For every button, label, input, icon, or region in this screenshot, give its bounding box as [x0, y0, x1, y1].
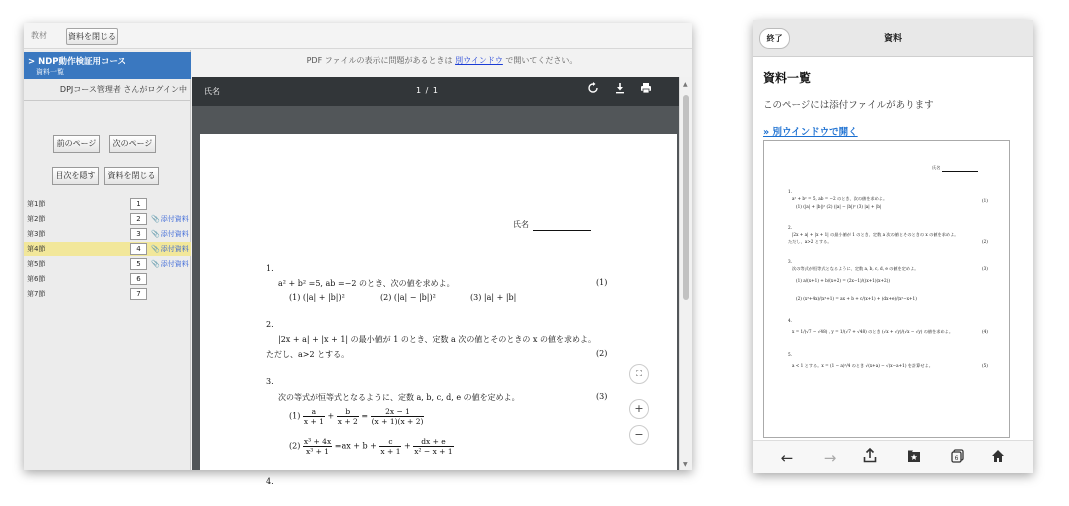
tabs-icon[interactable]: [946, 448, 968, 468]
thumb-q4-statement: x = 1/(√7 − √48) , y = 1/(√7 + √48) のとき (√x + √y)/(√x − √y) の値を求めよ。: [792, 329, 954, 334]
bookmark-icon[interactable]: [903, 448, 925, 468]
sidebar: [24, 50, 191, 470]
section-label: 第1節: [27, 200, 46, 208]
section-row: [24, 272, 191, 286]
next-page-button[interactable]: 次のページ: [109, 135, 156, 153]
hide-toc-button[interactable]: 目次を隠す: [52, 167, 99, 185]
close-material-button[interactable]: 資料を閉じる: [66, 28, 118, 45]
q1-number: 1.: [266, 264, 274, 273]
section-row: [24, 257, 191, 271]
q2-line1: |2x + a| + |x + 1| の最小値が 1 のとき、定数 a 次の値とそのときの x の値を求めよ。: [278, 335, 596, 344]
thumb-q5-statement: a < 1 とする。x = (1 − a)²/4 のとき √(x+a) − √(x−a+1) を計算せよ。: [792, 363, 933, 368]
attachment-link[interactable]: 📎添付資料: [151, 245, 189, 253]
breadcrumb[interactable]: 教材: [31, 31, 47, 40]
q1-part3: (3) |a| + |b|: [470, 293, 517, 302]
q2-number: 2.: [266, 320, 274, 329]
thumb-q5-mark: (5): [982, 363, 988, 368]
share-icon[interactable]: [859, 448, 881, 468]
attachment-link[interactable]: 📎添付資料: [151, 260, 189, 268]
thumb-q5-number: 5.: [788, 352, 792, 357]
q1-part1: (1) (|a| + |b|)²: [289, 293, 345, 302]
open-new-window-link[interactable]: 別ウインドウ: [455, 56, 503, 65]
q4-number: 4.: [266, 477, 274, 486]
pdf-toolbar: [192, 77, 679, 106]
section-number-button[interactable]: 7: [130, 288, 147, 300]
home-icon[interactable]: [987, 448, 1009, 468]
q3-part2: (2) $\frac{\text{x³ + 4x}}{\text{x³ + 1}}$ =ax + b + $\frac{c}{x + 1}$ + $\frac{dx + e}{\text{x² − x + 1}}$: [289, 437, 453, 456]
section-label: 第6節: [27, 275, 46, 283]
section-number-button[interactable]: 5: [130, 258, 147, 270]
scroll-down-icon[interactable]: ▼: [683, 461, 688, 468]
thumb-q1-statement: a² + b² = 5, ab = −2 のとき、次の値を求めよ。: [792, 196, 888, 201]
q1-mark: (1): [596, 278, 608, 287]
q3-number: 3.: [266, 377, 274, 386]
q3-part1: (1) $\frac{a}{x + 1}$ + $\frac{b}{x + 2}$ = $\frac{2x - 1}{(x + 1)(x + 2)}$: [289, 407, 424, 426]
mobile-heading: 資料一覧: [763, 71, 812, 85]
thumb-q3-part1: (1) a/(x+1) + b/(x+2) = (2x−1)/((x+1)(x+2)): [796, 278, 890, 283]
section-row: [24, 212, 191, 226]
attachment-link[interactable]: 📎添付資料: [151, 215, 189, 223]
thumb-q1-parts: (1) (|a| + |b|)² (2) (|a| − |b|)² (3) |a| + |b|: [796, 204, 882, 209]
q3-statement: 次の等式が恒等式となるように、定数 a, b, c, d, e の値を定めよ。: [278, 393, 520, 402]
thumb-q3-statement: 次の等式が恒等式となるように、定数 a, b, c, d, e の値を定めよ。: [792, 266, 919, 271]
rotate-icon[interactable]: [585, 82, 601, 100]
section-row-active: [24, 242, 191, 256]
section-label: 第5節: [27, 260, 46, 268]
pdf-page-indicator: 1 / 1: [416, 86, 439, 95]
pdf-scrollbar[interactable]: [679, 77, 692, 470]
q2-line2: ただし、a>2 とする。: [266, 350, 350, 359]
back-arrow-icon[interactable]: ←: [780, 449, 794, 467]
thumb-q3-number: 3.: [788, 259, 792, 264]
mobile-nav-bar: [753, 440, 1033, 473]
pdf-viewer[interactable]: [192, 106, 679, 486]
print-icon[interactable]: [638, 82, 654, 100]
zoom-in-icon[interactable]: +: [629, 399, 649, 419]
mobile-description: このページには添付ファイルがあります: [763, 100, 934, 111]
pdf-notice: PDF ファイルの表示に問題があるときは 別ウインドウ で開いてください。: [306, 56, 578, 65]
thumb-q1-number: 1.: [788, 189, 792, 194]
section-label: 第4節: [27, 245, 46, 253]
top-bar: [24, 23, 692, 49]
section-label: 第7節: [27, 290, 46, 298]
attachment-icon: 📎: [151, 245, 160, 253]
section-number-button[interactable]: 6: [130, 273, 147, 285]
thumb-q2-line1: |2x + a| + |x + 1| の最小値が 1 のとき、定数 a 次の値とそのときの x の値を求めよ。: [792, 232, 959, 237]
thumb-q4-mark: (4): [982, 329, 988, 334]
scrollbar-thumb[interactable]: [683, 95, 689, 300]
desktop-window: [24, 23, 692, 486]
mobile-window: [753, 20, 1033, 473]
thumb-name: 氏名: [932, 165, 941, 170]
prev-page-button[interactable]: 前のページ: [53, 135, 100, 153]
exit-button[interactable]: 終了: [759, 28, 790, 49]
q3-mark: (3): [596, 392, 608, 401]
name-field-line: [533, 230, 591, 231]
svg-text:6: 6: [954, 455, 958, 462]
mobile-title: 資料: [883, 34, 902, 44]
download-icon[interactable]: [612, 82, 628, 100]
course-title[interactable]: > NDP動作検証用コース: [28, 57, 127, 67]
section-number-button[interactable]: 1: [130, 198, 147, 210]
q1-statement: a² + b² =5, ab =−2 のとき、次の値を求めよ。: [278, 279, 455, 288]
course-header: [24, 52, 191, 79]
attachment-icon: 📎: [151, 230, 160, 238]
name-field-label: 氏名: [513, 220, 529, 229]
thumb-q1-mark: (1): [982, 198, 988, 203]
section-row: [24, 227, 191, 241]
pdf-filename: 氏名: [204, 87, 220, 96]
mobile-pdf-preview[interactable]: [763, 140, 1010, 438]
attachment-icon: 📎: [151, 260, 160, 268]
section-number-button[interactable]: 2: [130, 213, 147, 225]
section-label: 第3節: [27, 230, 46, 238]
thumb-name-line: [942, 171, 978, 172]
open-new-window-link[interactable]: » 別ウインドウで開く: [763, 127, 858, 138]
zoom-out-icon[interactable]: −: [629, 425, 649, 445]
q1-part2: (2) (|a| − |b|)²: [380, 293, 436, 302]
section-row: [24, 287, 191, 301]
section-number-button[interactable]: 4: [130, 243, 147, 255]
thumb-q2-number: 2.: [788, 225, 792, 230]
course-subtitle: 資料一覧: [36, 68, 64, 76]
forward-arrow-icon[interactable]: →: [823, 449, 837, 467]
thumb-q3-mark: (3): [982, 266, 988, 271]
attachment-link[interactable]: 📎添付資料: [151, 230, 189, 238]
attachment-icon: 📎: [151, 215, 160, 223]
thumb-q4-number: 4.: [788, 318, 792, 323]
login-status: DPJコース管理者 さんがログイン中: [59, 85, 187, 94]
thumb-q2-line2: ただし、a>2 とする。: [788, 239, 832, 244]
sidebar-divider: [24, 100, 191, 101]
section-row: [24, 197, 191, 211]
thumb-q3-part2: (2) (x³+4x)/(x³+1) = ax + b + c/(x+1) + (dx+e)/(x²−x+1): [796, 296, 917, 301]
q2-mark: (2): [596, 349, 608, 358]
fit-page-icon[interactable]: ⛶: [629, 364, 649, 384]
scroll-up-icon[interactable]: ▲: [683, 81, 688, 88]
close-material-button-2[interactable]: 資料を閉じる: [104, 167, 159, 185]
thumb-q2-mark: (2): [982, 239, 988, 244]
mobile-header: [753, 20, 1033, 57]
pdf-page: [200, 134, 677, 486]
section-number-button[interactable]: 3: [130, 228, 147, 240]
section-label: 第2節: [27, 215, 46, 223]
